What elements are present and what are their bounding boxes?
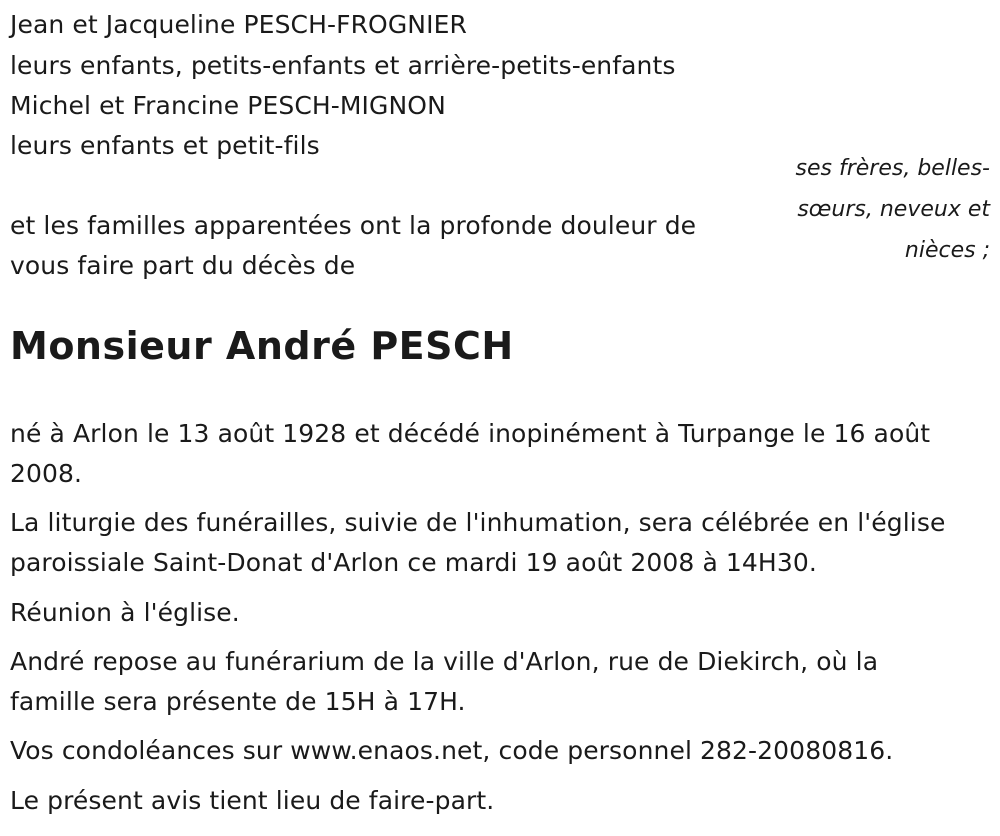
side-note: [760, 148, 990, 271]
liturgy-line-1: La liturgie des funérailles, suivie de l'inhumation, sera célébrée en l'église: [10, 508, 946, 537]
announcement-line-1: et les familles apparentées ont la profonde douleur de: [10, 211, 697, 240]
side-note-line-3: nièces ;: [904, 238, 990, 263]
liturgy-line-2: paroissiale Saint-Donat d'Arlon ce mardi 19 août 2008 à 14H30.: [10, 548, 817, 577]
condolences-line: Vos condoléances sur www.enaos.net, code personnel 282-20080816.: [10, 736, 894, 765]
announcement-line-2: vous faire part du décès de: [10, 251, 356, 280]
rest-line-2: famille sera présente de 15H à 17H.: [10, 687, 466, 716]
rest-line-1: André repose au funérarium de la ville d'Arlon, rue de Diekirch, où la: [10, 647, 879, 676]
reunion-line: Réunion à l'église.: [10, 598, 240, 627]
side-note-line-2: sœurs, neveux et: [797, 197, 990, 222]
notice-line: Le présent avis tient lieu de faire-part.: [10, 786, 495, 815]
family-line-1: Jean et Jacqueline PESCH-FROGNIER: [10, 10, 467, 39]
family-line-4: leurs enfants et petit-fils: [10, 131, 320, 160]
deceased-name: Monsieur André PESCH: [10, 324, 514, 368]
family-line-3: Michel et Francine PESCH-MIGNON: [10, 91, 446, 120]
birth-death-line-2: 2008.: [10, 459, 83, 488]
family-line-2: leurs enfants, petits-enfants et arrière-petits-enfants: [10, 51, 676, 80]
birth-death-line-1: né à Arlon le 13 août 1928 et décédé inopinément à Turpange le 16 août: [10, 419, 931, 448]
side-note-line-1: ses frères, belles-: [795, 156, 990, 181]
